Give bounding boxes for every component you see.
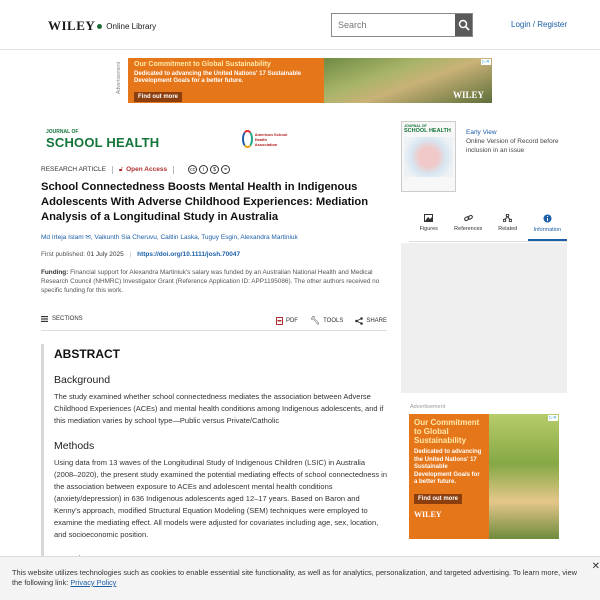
network-icon [503, 214, 512, 222]
cookie-text-block [12, 568, 587, 588]
article-type: RESEARCH ARTICLE [41, 166, 106, 173]
side-ad-headline: Our Commitment to Global Sustainability [414, 418, 480, 445]
tab-information[interactable] [528, 212, 568, 241]
publication-info: First published: 01 July 2025 | https://doi.org/10.1111/josh.70047 [41, 251, 241, 258]
funding-statement [41, 268, 389, 295]
sections-label: SECTIONS [52, 316, 83, 322]
logo-main: WILEY [48, 18, 96, 33]
journal-logo-small: JOURNAL OF [46, 129, 79, 135]
pdf-button[interactable] [276, 317, 298, 325]
side-ad-body: Dedicated to advancing the United Nations' 17 Sustainable Development Goals for a better future. [414, 449, 482, 485]
privacy-policy-link[interactable]: Privacy Policy [70, 578, 117, 587]
login-register-link[interactable]: Login / Register [511, 20, 568, 29]
search-button[interactable] [455, 14, 472, 36]
ad-label: Advertisement [116, 62, 122, 94]
journal-name-b: HEALTH [106, 135, 160, 150]
site-header [0, 0, 600, 50]
lock-icon: 🔓︎ [118, 165, 124, 173]
journal-cover[interactable] [401, 121, 456, 192]
methods-text: Using data from 13 waves of the Longitudinal Study of Indigenous Children (LSIC) in Australia (2008–2020), the present study examined the potential mediating effects of school connectedness in the association between exposure to ACEs and adolescent mental health conditions (anxiety/depression) in 636 Indigenous adolescents aged 12–17 years. Based on Baron and Kenny's approach, modified Structural Equation Modeling (SEM) techniques were employed to examine the mediating effect. All models were adjusted for covariates including age, sex, location, and socioeconomic position. [54, 458, 387, 539]
ad-choices-icon[interactable]: ▷✕ [481, 59, 490, 65]
cover-art [404, 137, 453, 177]
wiley-logo[interactable] [48, 18, 156, 34]
tab-figures[interactable] [409, 212, 449, 241]
ad-find-out-more-button[interactable]: Find out more [134, 92, 182, 102]
tab-figures-label: Figures [419, 226, 438, 232]
info-icon [543, 214, 552, 223]
abstract-heading: ABSTRACT [54, 347, 120, 361]
cookie-text: This website utilizes technologies such as cookies to enable essential site functionality, as well as for analytics, personalization, and targeted advertising. To learn more, view the following link: [12, 568, 577, 587]
published-label: First published: [41, 251, 86, 258]
cc-icon: cc [190, 166, 196, 173]
divider [173, 166, 174, 174]
sections-button[interactable] [41, 316, 83, 322]
pdf-label: PDF [285, 317, 298, 324]
side-ad-brand: WILEY [414, 509, 442, 519]
side-ad-find-out-more-button[interactable]: Find out more [414, 494, 462, 504]
share-label: SHARE [366, 317, 387, 324]
article-title: School Connectedness Boosts Mental Health in Indigenous Adolescents With Adverse Childhood Experiences: Mediation Analysis of a Longitudinal Study in Australia [41, 181, 369, 223]
asha-logo-icon [242, 130, 253, 148]
logo-sub: Online Library [106, 21, 157, 31]
early-view-info [466, 128, 566, 155]
link-icon [464, 214, 473, 222]
journal-name-a: SCHOOL [46, 135, 103, 150]
tab-related[interactable] [488, 212, 528, 241]
nd-icon: = [221, 165, 230, 174]
divider [112, 166, 113, 174]
author-list[interactable]: Md Irteja Islam ✉, Vaikunth Sia Cheruvu, Caitlin Laska, Tuguy Esgin, Alexandra Martiniuk [41, 234, 298, 241]
journal-logo[interactable] [46, 129, 159, 150]
article-toolbar [41, 311, 387, 331]
search-box [331, 13, 473, 37]
cover-small-text: JOURNAL OF [404, 124, 427, 128]
creative-commons-icons[interactable] [188, 165, 230, 174]
tab-related-label: Related [498, 226, 518, 232]
asha-logo[interactable] [242, 126, 288, 152]
ad-brand: WILEY [452, 90, 484, 100]
cookie-banner [0, 556, 600, 600]
side-advertisement[interactable] [409, 414, 559, 539]
wrench-icon: 🔧︎ [309, 316, 321, 325]
logo-dot-icon [97, 24, 102, 29]
ad-body: Dedicated to advancing the United Nations' 17 Sustainable Development Goals for a better future. [134, 71, 302, 84]
top-advertisement[interactable] [128, 58, 492, 103]
by-icon: i [199, 165, 208, 174]
doi-link[interactable]: https://doi.org/10.1111/josh.70047 [137, 251, 241, 258]
partner-name: American School Health Association [254, 131, 288, 147]
close-icon[interactable]: ✕ [591, 561, 600, 572]
published-date: 01 July 2025 [86, 251, 124, 258]
background-heading: Background [54, 374, 111, 386]
nc-icon: $ [210, 165, 219, 174]
image-icon [424, 214, 433, 222]
list-icon [41, 316, 48, 322]
information-panel [401, 243, 567, 393]
ad-label-side: Advertisement [410, 404, 446, 410]
funding-label: Funding: [41, 269, 69, 276]
abstract-section [41, 344, 387, 564]
ad-image [324, 58, 492, 103]
tab-references-label: References [454, 226, 483, 232]
funding-text: Financial support for Alexandra Martiniuk's salary was funded by an Australian National Health and Medical Research Council (NHMRC) Investigator Grant (Reference Application ID: APP1195086). The other authors received no specific funding for this work. [41, 269, 380, 294]
tools-button[interactable] [310, 316, 343, 325]
tools-label: TOOLS [323, 317, 344, 324]
ad-headline: Our Commitment to Global Sustainability [134, 61, 271, 68]
search-input[interactable] [332, 14, 455, 36]
sidebar-tabs [409, 212, 567, 242]
tab-references[interactable] [449, 212, 489, 241]
article-meta [41, 165, 230, 174]
methods-heading: Methods [54, 440, 95, 452]
side-ad-choices-icon[interactable]: ▷✕ [548, 415, 557, 421]
share-button[interactable] [355, 317, 387, 325]
early-view-link[interactable]: Early View [466, 129, 497, 136]
tab-information-label: Information [533, 227, 561, 233]
background-text: The study examined whether school connectedness mediates the association between Adverse Childhood Experiences (ACEs) and mental health conditions among Indigenous adolescents, and if this mediation varies by school type—Public versus Private/Catholic [54, 392, 384, 425]
side-ad-image [489, 414, 559, 539]
pdf-icon [276, 317, 283, 325]
open-access-badge: Open Access [126, 166, 168, 173]
search-icon [458, 19, 470, 31]
early-view-description: Online Version of Record before inclusion in an issue [466, 138, 559, 154]
share-icon [355, 317, 363, 325]
cover-title: SCHOOL HEALTH [404, 128, 451, 134]
